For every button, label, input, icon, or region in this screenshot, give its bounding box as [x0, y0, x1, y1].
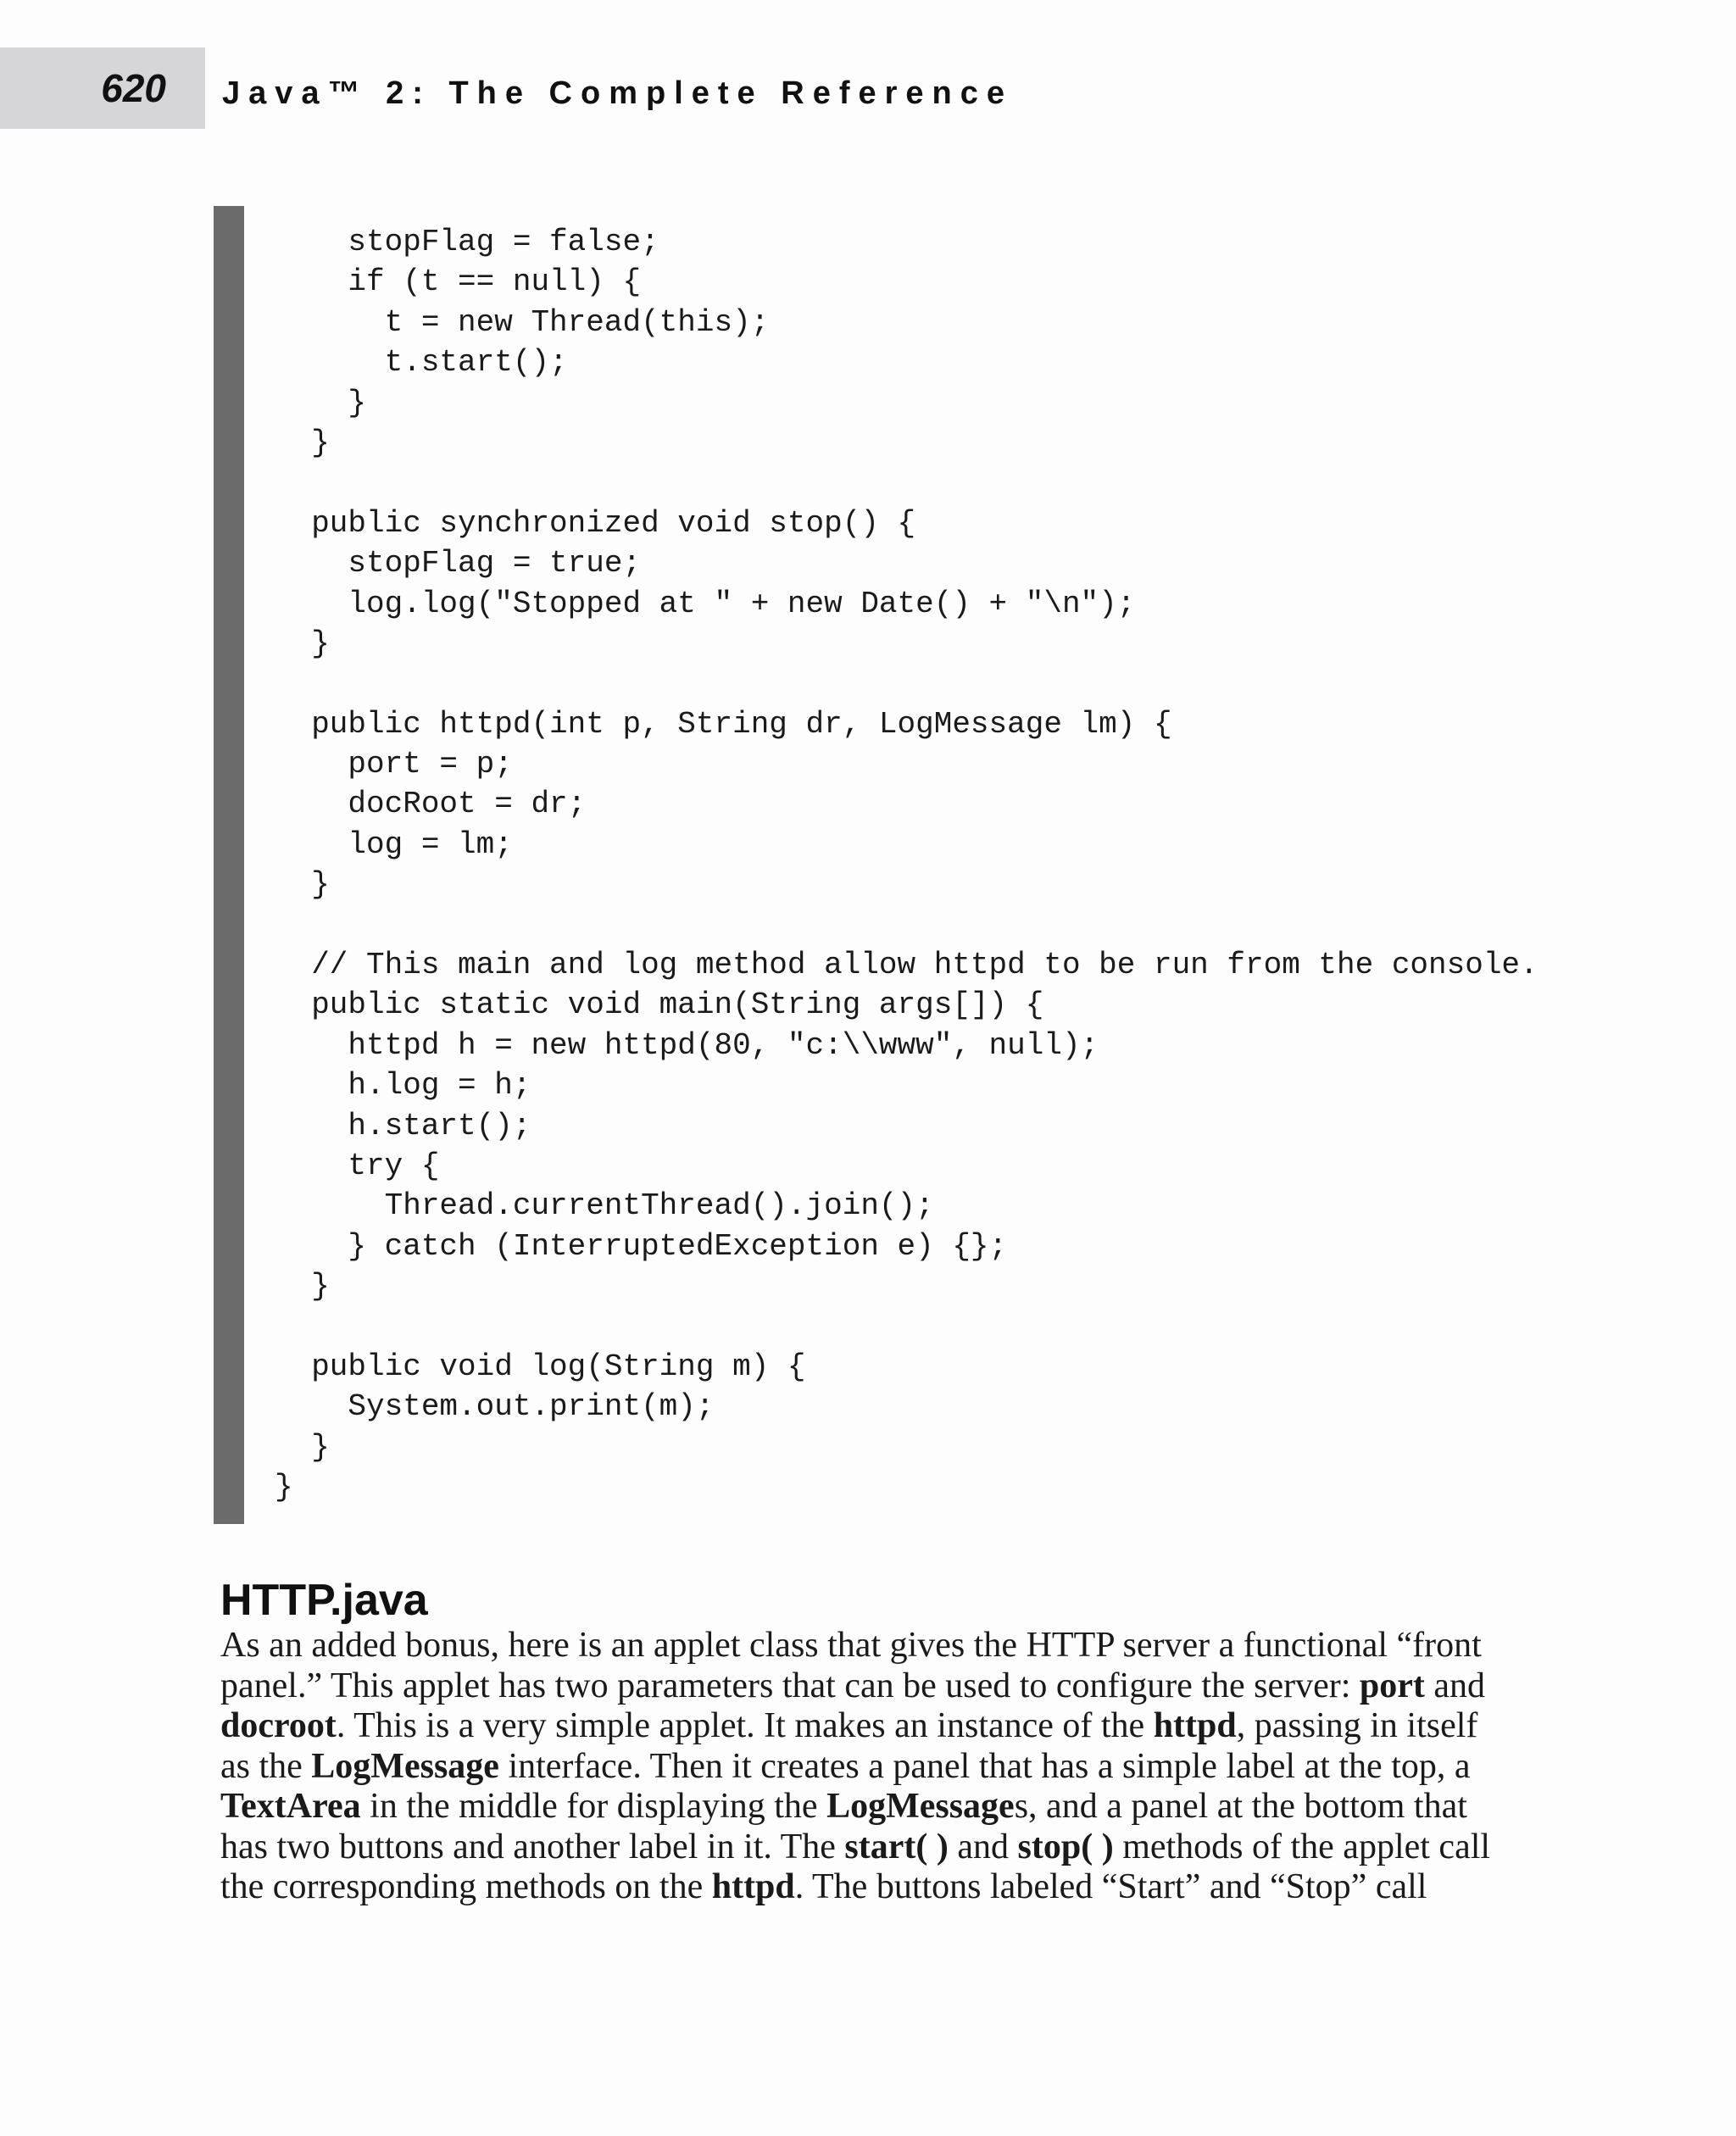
text-run: and	[948, 1827, 1018, 1866]
text-run: . This is a very simple applet. It makes an instance of the	[336, 1706, 1154, 1745]
code-line: stopFlag = false;	[275, 225, 659, 259]
text-run: . The buttons labeled “Start” and “Stop” call	[794, 1867, 1427, 1906]
bold-term: LogMessage	[826, 1787, 1015, 1826]
code-line: try {	[275, 1148, 440, 1183]
code-line: // This main and log method allow httpd to be run from the console.	[275, 948, 1538, 983]
body-text-line	[220, 1626, 1526, 1666]
body-text-line	[220, 1827, 1526, 1868]
text-run: the corresponding methods on the	[220, 1867, 712, 1906]
text-run: , passing in itself	[1236, 1706, 1478, 1745]
code-line: t.start();	[275, 345, 568, 381]
body-paragraph	[220, 1626, 1526, 1908]
code-line	[275, 463, 1538, 503]
text-run: methods of the applet call	[1113, 1827, 1491, 1866]
running-header: Java™ 2: The Complete Reference	[222, 75, 1014, 111]
code-line: }	[275, 385, 367, 420]
code-line: public void log(String m) {	[275, 1349, 806, 1384]
body-text-line	[220, 1747, 1526, 1788]
bold-term: LogMessage	[311, 1746, 499, 1786]
code-line	[275, 905, 1538, 945]
code-listing-bar	[214, 206, 244, 1524]
code-line	[275, 1307, 1538, 1347]
code-line: public synchronized void stop() {	[275, 505, 916, 541]
code-line: h.log = h;	[275, 1068, 531, 1104]
code-line: System.out.print(m);	[275, 1389, 715, 1425]
code-line: } catch (InterruptedException e) {};	[275, 1228, 1008, 1264]
code-line: stopFlag = true;	[275, 546, 642, 581]
code-line: }	[275, 1470, 293, 1505]
bold-term: port	[1359, 1666, 1425, 1705]
text-run: s, and a panel at the bottom that	[1014, 1787, 1467, 1826]
text-run: as the	[220, 1746, 312, 1786]
page-number: 620	[101, 66, 166, 110]
text-run: and	[1424, 1666, 1486, 1705]
code-line: t = new Thread(this);	[275, 304, 770, 340]
code-line: h.start();	[275, 1108, 531, 1143]
bold-term: httpd	[1153, 1706, 1237, 1745]
code-line: }	[275, 626, 330, 661]
code-line: public httpd(int p, String dr, LogMessage lm) {	[275, 706, 1172, 742]
code-line: }	[275, 1429, 330, 1465]
code-line: }	[275, 867, 330, 903]
code-line	[275, 664, 1538, 704]
code-line: log = lm;	[275, 826, 513, 862]
bold-term: docroot	[220, 1706, 337, 1745]
text-run: has two buttons and another label in it. The	[220, 1827, 845, 1866]
code-line: Thread.currentThread().join();	[275, 1188, 934, 1224]
code-listing	[275, 222, 1538, 1508]
code-line: httpd h = new httpd(80, "c:\\www", null);	[275, 1027, 1099, 1063]
body-text-line	[220, 1706, 1526, 1747]
code-line: public static void main(String args[]) {	[275, 987, 1044, 1023]
code-line: docRoot = dr;	[275, 787, 587, 822]
bold-term: TextArea	[220, 1787, 361, 1826]
text-run: As an added bonus, here is an applet class that gives the HTTP server a functional “front	[220, 1626, 1482, 1665]
code-line: }	[275, 425, 330, 460]
code-line: port = p;	[275, 747, 513, 782]
bold-term: httpd	[711, 1867, 795, 1906]
section-title: HTTP.java	[220, 1576, 428, 1625]
bold-term: stop( )	[1017, 1827, 1114, 1866]
text-run: panel.” This applet has two parameters that can be used to configure the server:	[220, 1666, 1360, 1705]
body-text-line	[220, 1867, 1526, 1908]
code-line: if (t == null) {	[275, 264, 642, 300]
text-run: in the middle for displaying the	[360, 1787, 827, 1826]
body-text-line	[220, 1787, 1526, 1827]
text-run: interface. Then it creates a panel that has a simple label at the top, a	[498, 1746, 1471, 1786]
code-line: }	[275, 1269, 330, 1304]
code-line: log.log("Stopped at " + new Date() + "\n");	[275, 586, 1136, 621]
bold-term: start( )	[844, 1827, 949, 1866]
body-text-line	[220, 1666, 1526, 1707]
